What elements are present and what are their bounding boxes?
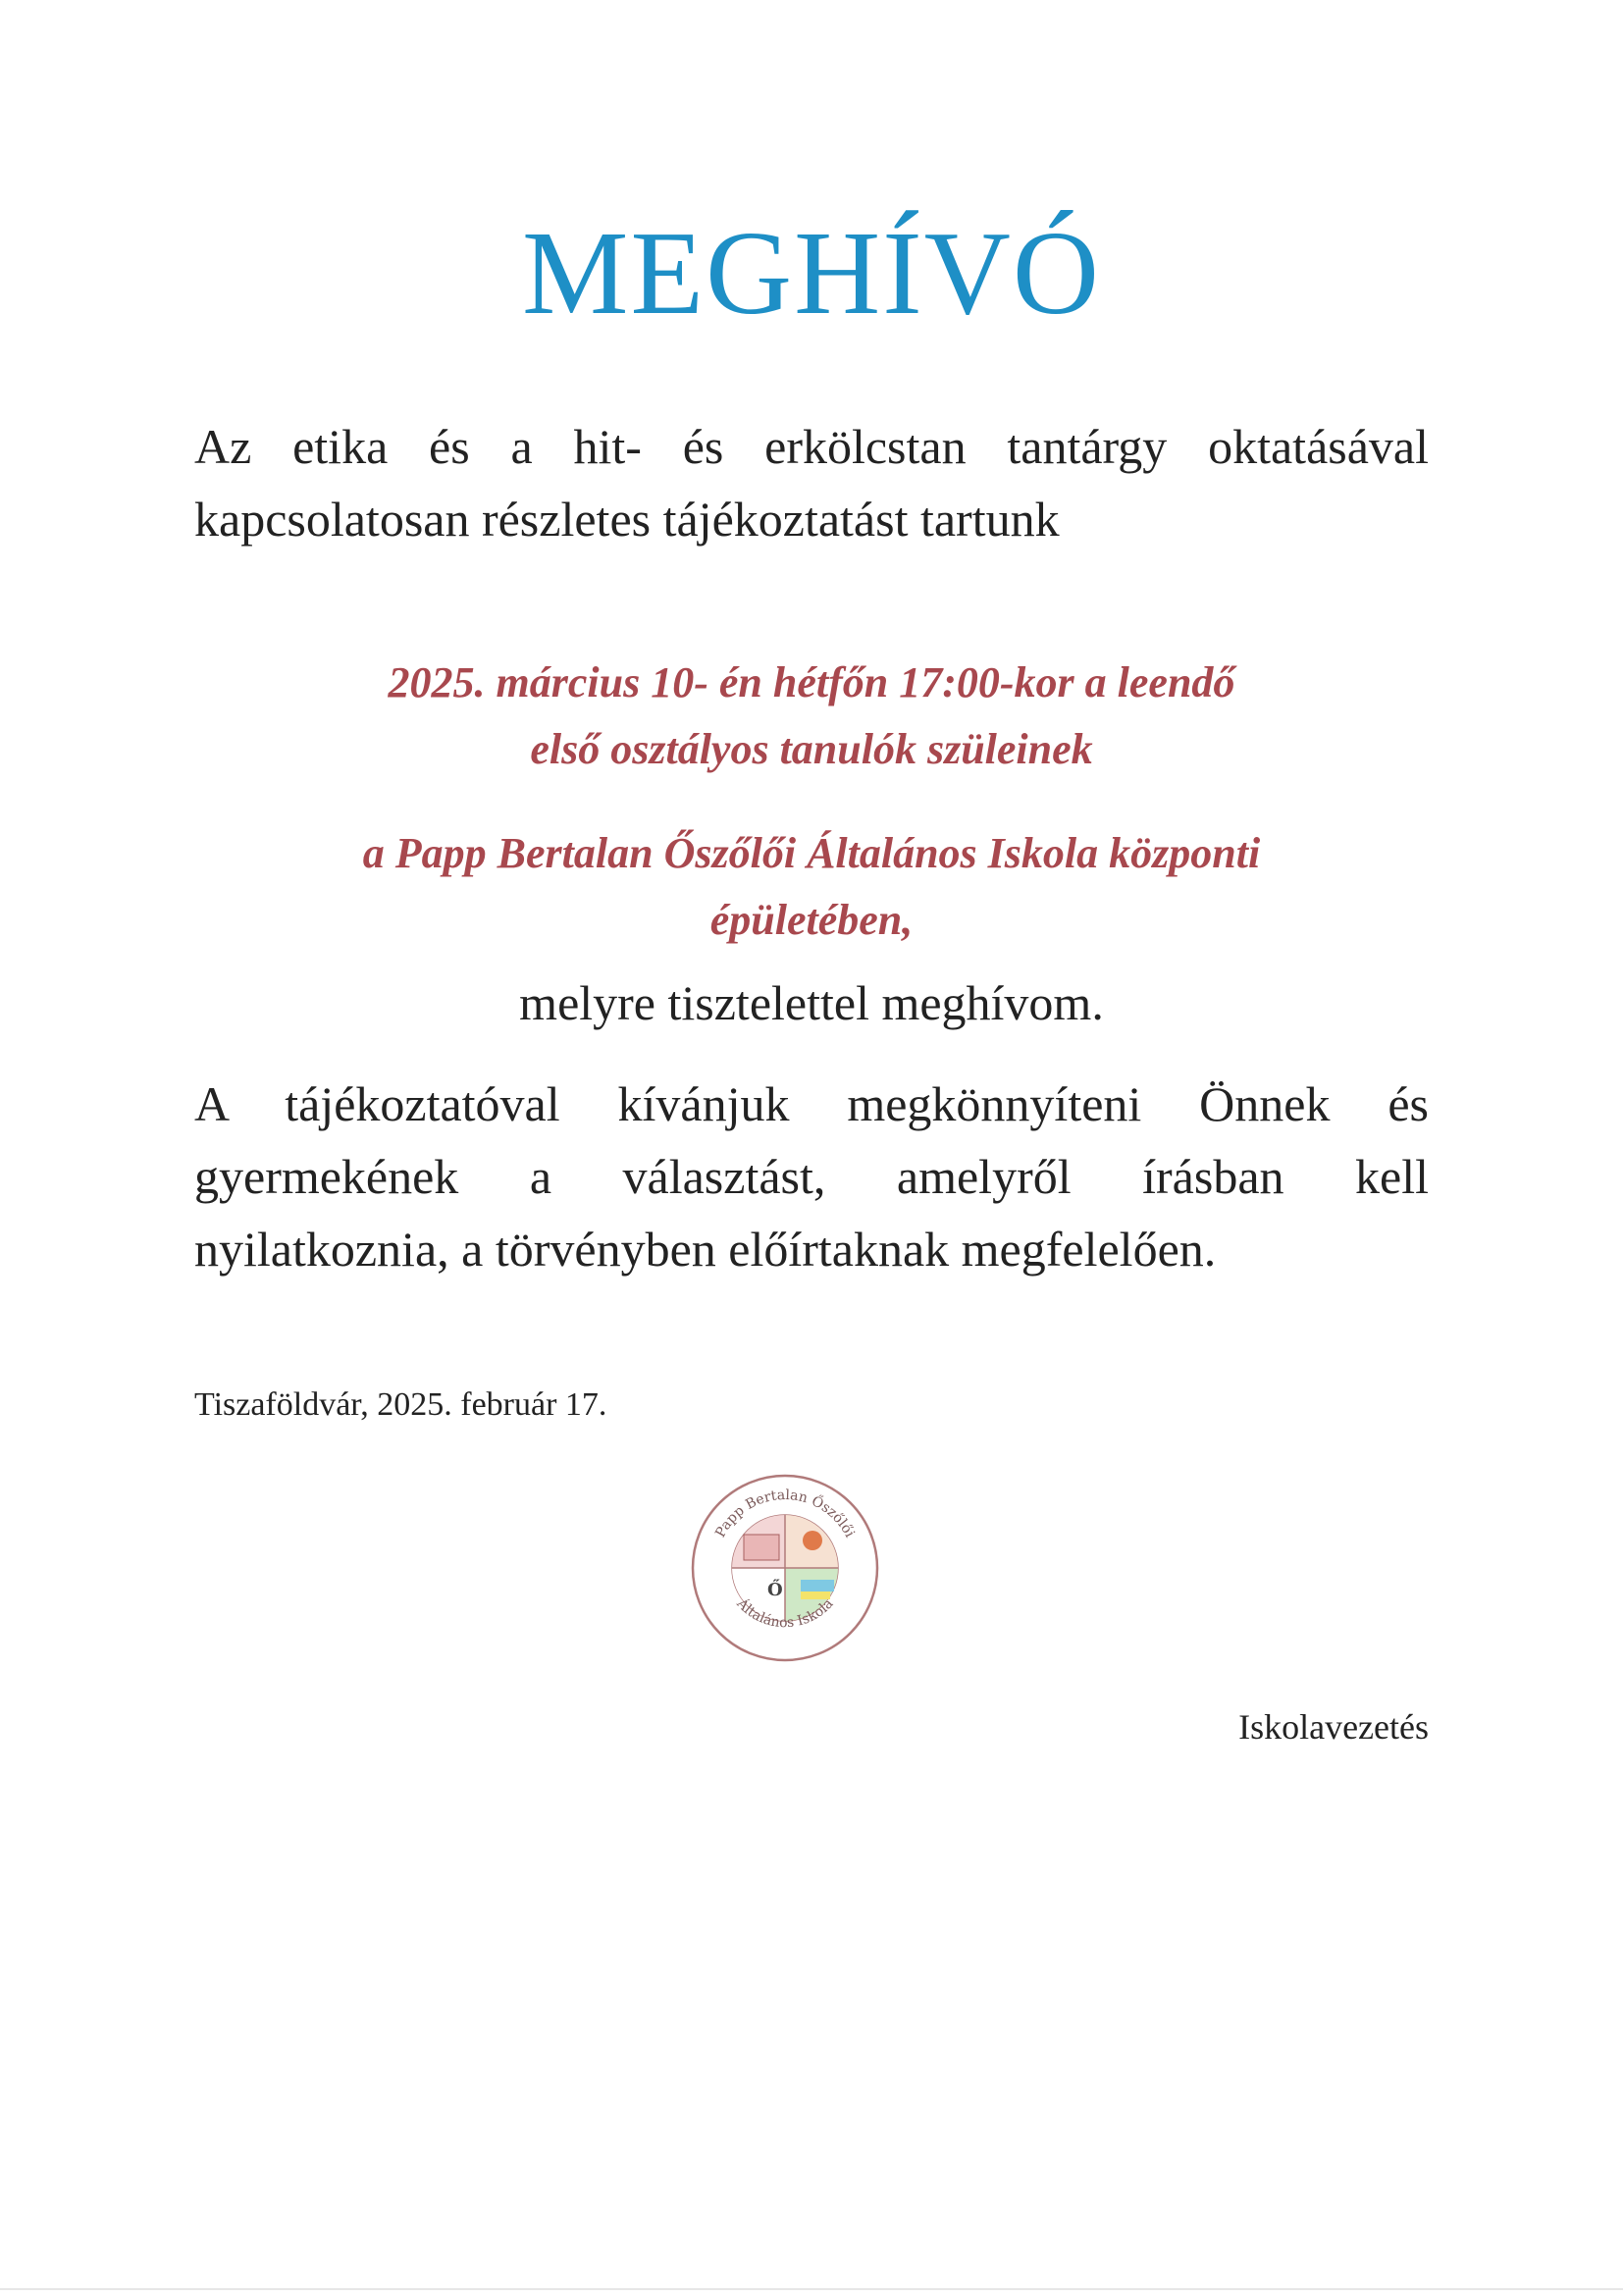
invite-sentence: melyre tisztelettel meghívom. — [519, 975, 1104, 1030]
stamp-center-text: Ő — [767, 1580, 783, 1600]
purpose-line-3: nyilatkoznia, a törvényben előírtaknak megfelelően. — [194, 1222, 1217, 1277]
event-location — [0, 820, 1623, 954]
purpose-line-2: gyermekének a választást, amelyről írásban kell — [194, 1149, 1429, 1204]
school-stamp — [687, 1470, 883, 1666]
page-edge-line — [0, 2288, 1623, 2290]
invitation-title: MEGHÍVÓ — [521, 207, 1102, 339]
stamp-top-text: Papp Bertalan Őszőlői — [712, 1487, 858, 1540]
event-location-line-1: a Papp Bertalan Őszőlői Általános Iskola központi — [362, 829, 1261, 877]
stamp-bottom-text: Általános Iskola — [733, 1595, 837, 1632]
event-location-line-2: épületében, — [709, 896, 914, 944]
intro-paragraph — [194, 410, 1429, 555]
event-details — [0, 650, 1623, 783]
event-audience-line: első osztályos tanulók szüleinek — [530, 725, 1093, 773]
intro-line-2: kapcsolatosan részletes tájékoztatást tartunk — [194, 492, 1060, 547]
place-and-date: Tiszaföldvár, 2025. február 17. — [194, 1386, 607, 1423]
event-date-line: 2025. március 10- én hétfőn 17:00-kor a leendő — [388, 658, 1235, 706]
purpose-paragraph — [194, 1068, 1429, 1285]
purpose-line-1: A tájékoztatóval kívánjuk megkönnyíteni Önnek és — [194, 1076, 1429, 1131]
signature: Iskolavezetés — [1238, 1707, 1429, 1747]
intro-line-1: Az etika és a hit- és erkölcstan tantárgy oktatásával — [194, 419, 1429, 474]
